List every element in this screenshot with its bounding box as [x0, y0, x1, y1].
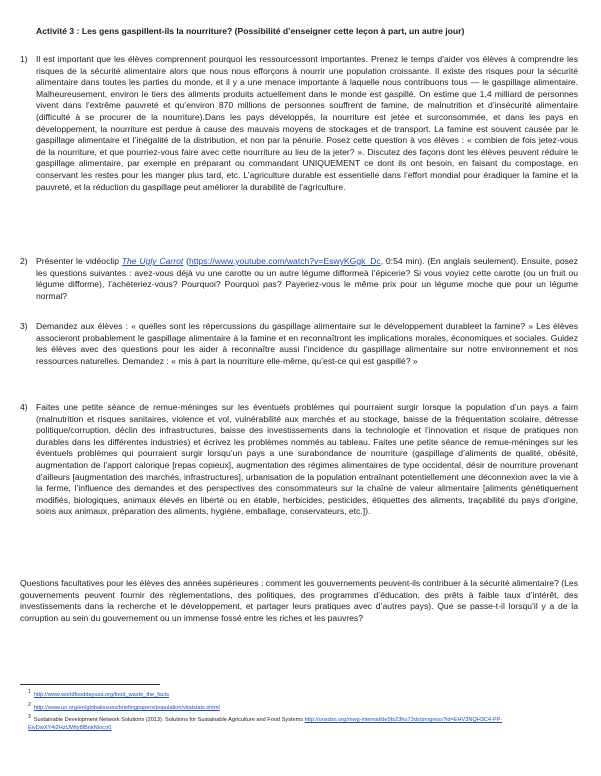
list-item-4 [20, 402, 578, 518]
list-item-2 [20, 256, 578, 302]
footnote-2 [28, 701, 578, 712]
item-number: 1) [20, 54, 28, 64]
optional-questions: Questions facultatives pour les élèves des années supérieures : comment les gouvernements peuvent-ils contribuer à la sécurité alimentaire? (Les gouvernements peuvent fournir des réglementations, des politiques, des programmes d’éducation, des prêts à faible taux d’intérêt, des investissements dans la recherche et le développement, et partager leurs pratiques avec d’autres pays). Que se passe-t-il lorsqu’il y a de la corruption au sein du gouvernement ou un immense fossé entre les riches et les pauvres? [20, 578, 578, 623]
video-url-link[interactable]: https://www.youtube.com/watch?v=EswyKGgk_Dc [188, 256, 381, 266]
item-number: 2) [20, 256, 28, 266]
footnote-divider [20, 684, 160, 685]
item-text: Il est important que les élèves comprennent pourquoi les ressourcessont importantes. Prenez le temps d’aider vos élèves à comprendre les risques de la sécurité alimentaire alors que nous nous efforçons à nourrir une population croissante. Il existe des risques pour la sécurité alimentaire dans toutes les parties du monde, et il y a une menace importante à laquelle nous contribuons tous — le gaspillage alimentaire. Malheureusement, environ le tiers des aliments produits actuellement dans le monde est gaspillé. On estime que 1,4 milliard de personnes vivent dans l’extrême pauvreté et qu’environ 870 millions de personnes souffrent de famine, de malnutrition et d’insécurité alimentaire (difficulté à se procurer de la nourriture).Dans les pays développés, la nourriture est jetée et surconsommée, et dans les pays en développement, la nourriture est perdue à cause des mauvais moyens de stockages et de transport. La famine est souvent causée par le gaspillage alimentaire et l’inégalité de la distribution, et non par la pénurie. Posez cette question à vos élèves : « combien de fois jetez-vous de la nourriture, et que pourriez-vous faire avec cette nourriture au lieu de la jeter? ». Discutez des façons dont les élèves peuvent réduire le gaspillage alimentaire, par exemple en préparant ou commandant UNIQUEMENT ce dont ils ont besoin, en faisant du compostage, en conservant les restes pour les manger plus tard, etc. L’agriculture durable est essentielle dans l’effort mondial pour éradiquer la famine et la pauvreté, et la réduction du gaspillage peut améliorer la durabilité de l’agriculture. [36, 54, 578, 192]
item-number: 3) [20, 321, 28, 331]
footnote-text: Sustainable Development Network Solutions (2013). Solutions for Sustainable Agriculture and Food Systems [33, 716, 305, 723]
item-text-after: , 0:54 min). (En anglais seulement). Ensuite, posez les questions suivantes : avez-vous déjà vu une carotte ou un autre légume difformeà l’épicerie? Si vous voyiez cette carotte (ou un fruit ou légume difforme), l’achèteriez-vous? Pourquoi? Pourquoi pas? Payeriez-vous le même prix pour un légume moche que pour un légume normal? [36, 256, 579, 301]
footnote-link[interactable]: http://www.worldfooddayusa.org/food_waste_the_facts [33, 691, 170, 698]
footnote-link[interactable]: http://unsdsn.org/mwg-internal/de5fs23hu73ds/progress?id=EHV3NQH3C4-PP-EivDwXY4i2HzIJWty8lBnkNIoco0 [28, 716, 503, 731]
footnote-marker: 1 [28, 689, 31, 695]
item-text: Faites une petite séance de remue-méninges sur les éventuels problèmes qui pourraient surgir lorsque la population d’un pays a faim (malnutrition et risques sanitaires, violence et vol, vulnérabilité aux marchés et au stockage, baisse de la fréquentation scolaire, détresse politique/corruption, déclin des infrastructures, baisse des investissements dans la technologie et l’innovation et risque de pratiques non durables dans les différentes industries) et écrivez les problèmes nommés au tableau. Faites une petite séance de remue-méninges sur les éventuels problèmes qui pourraient surgir lorsqu’un pays a une surabondance de nourriture (gaspillage d’aliments de qualité, obésité, augmentation de l’apport calorique [repas copieux], augmentation des régimes alimentaires de type occidental, désir de nourriture provenant d’ailleurs [augmentation des marchés, infrastructures], urbanisation de la population entraînant potentiellement une déconnexion avec la vie à la ferme, l’influence des demandes et des perspectives des consommateurs sur la chaîne de valeur alimentaire [aliments génétiquement modifiés, biologiques, animaux élevés en liberté ou en étable, herbicides, pesticides, étiquettes des aliments, traçabilité du pays d’origine, soins aux animaux, préparation des aliments, hygiène, emballage, conservateurs, etc.]). [36, 402, 578, 517]
item-text-before: Présenter le vidéoclip [36, 256, 122, 266]
list-item-1 [20, 54, 578, 193]
item-text: Demandez aux élèves : « quelles sont les répercussions du gaspillage alimentaire sur le développement durableet la famine? » Les élèves associeront probablement le gaspillage alimentaire à la famine et en reconnaîtront les implications morales, économiques et sociales. Guidez les élèves avec des questions pour les aider à reconnaître aussi l’incidence du gaspillage alimentaire sur notre environnement et nos ressources naturelles. Demandez : « mis à part la nourriture elle-même, qu’est-ce qui est gaspillé? » [36, 321, 578, 366]
footnote-marker: 3 [28, 714, 31, 720]
activity-title: Activité 3 : Les gens gaspillent-ils la nourriture? (Possibilité d’enseigner cette leçon à part, un autre jour) [36, 26, 465, 36]
item-number: 4) [20, 402, 28, 412]
item-text [36, 256, 578, 302]
list-item-3 [20, 321, 578, 367]
footnote-link[interactable]: http://www.un.org/en/globalissues/briefingpapers/population/vitalstats.shtml [33, 704, 220, 711]
paren-open: ( [183, 256, 189, 266]
footnote-3 [28, 713, 578, 732]
footnote-marker: 2 [28, 702, 31, 708]
footnote-1 [28, 688, 578, 699]
video-title-link[interactable]: The Ugly Carrot [121, 256, 184, 266]
